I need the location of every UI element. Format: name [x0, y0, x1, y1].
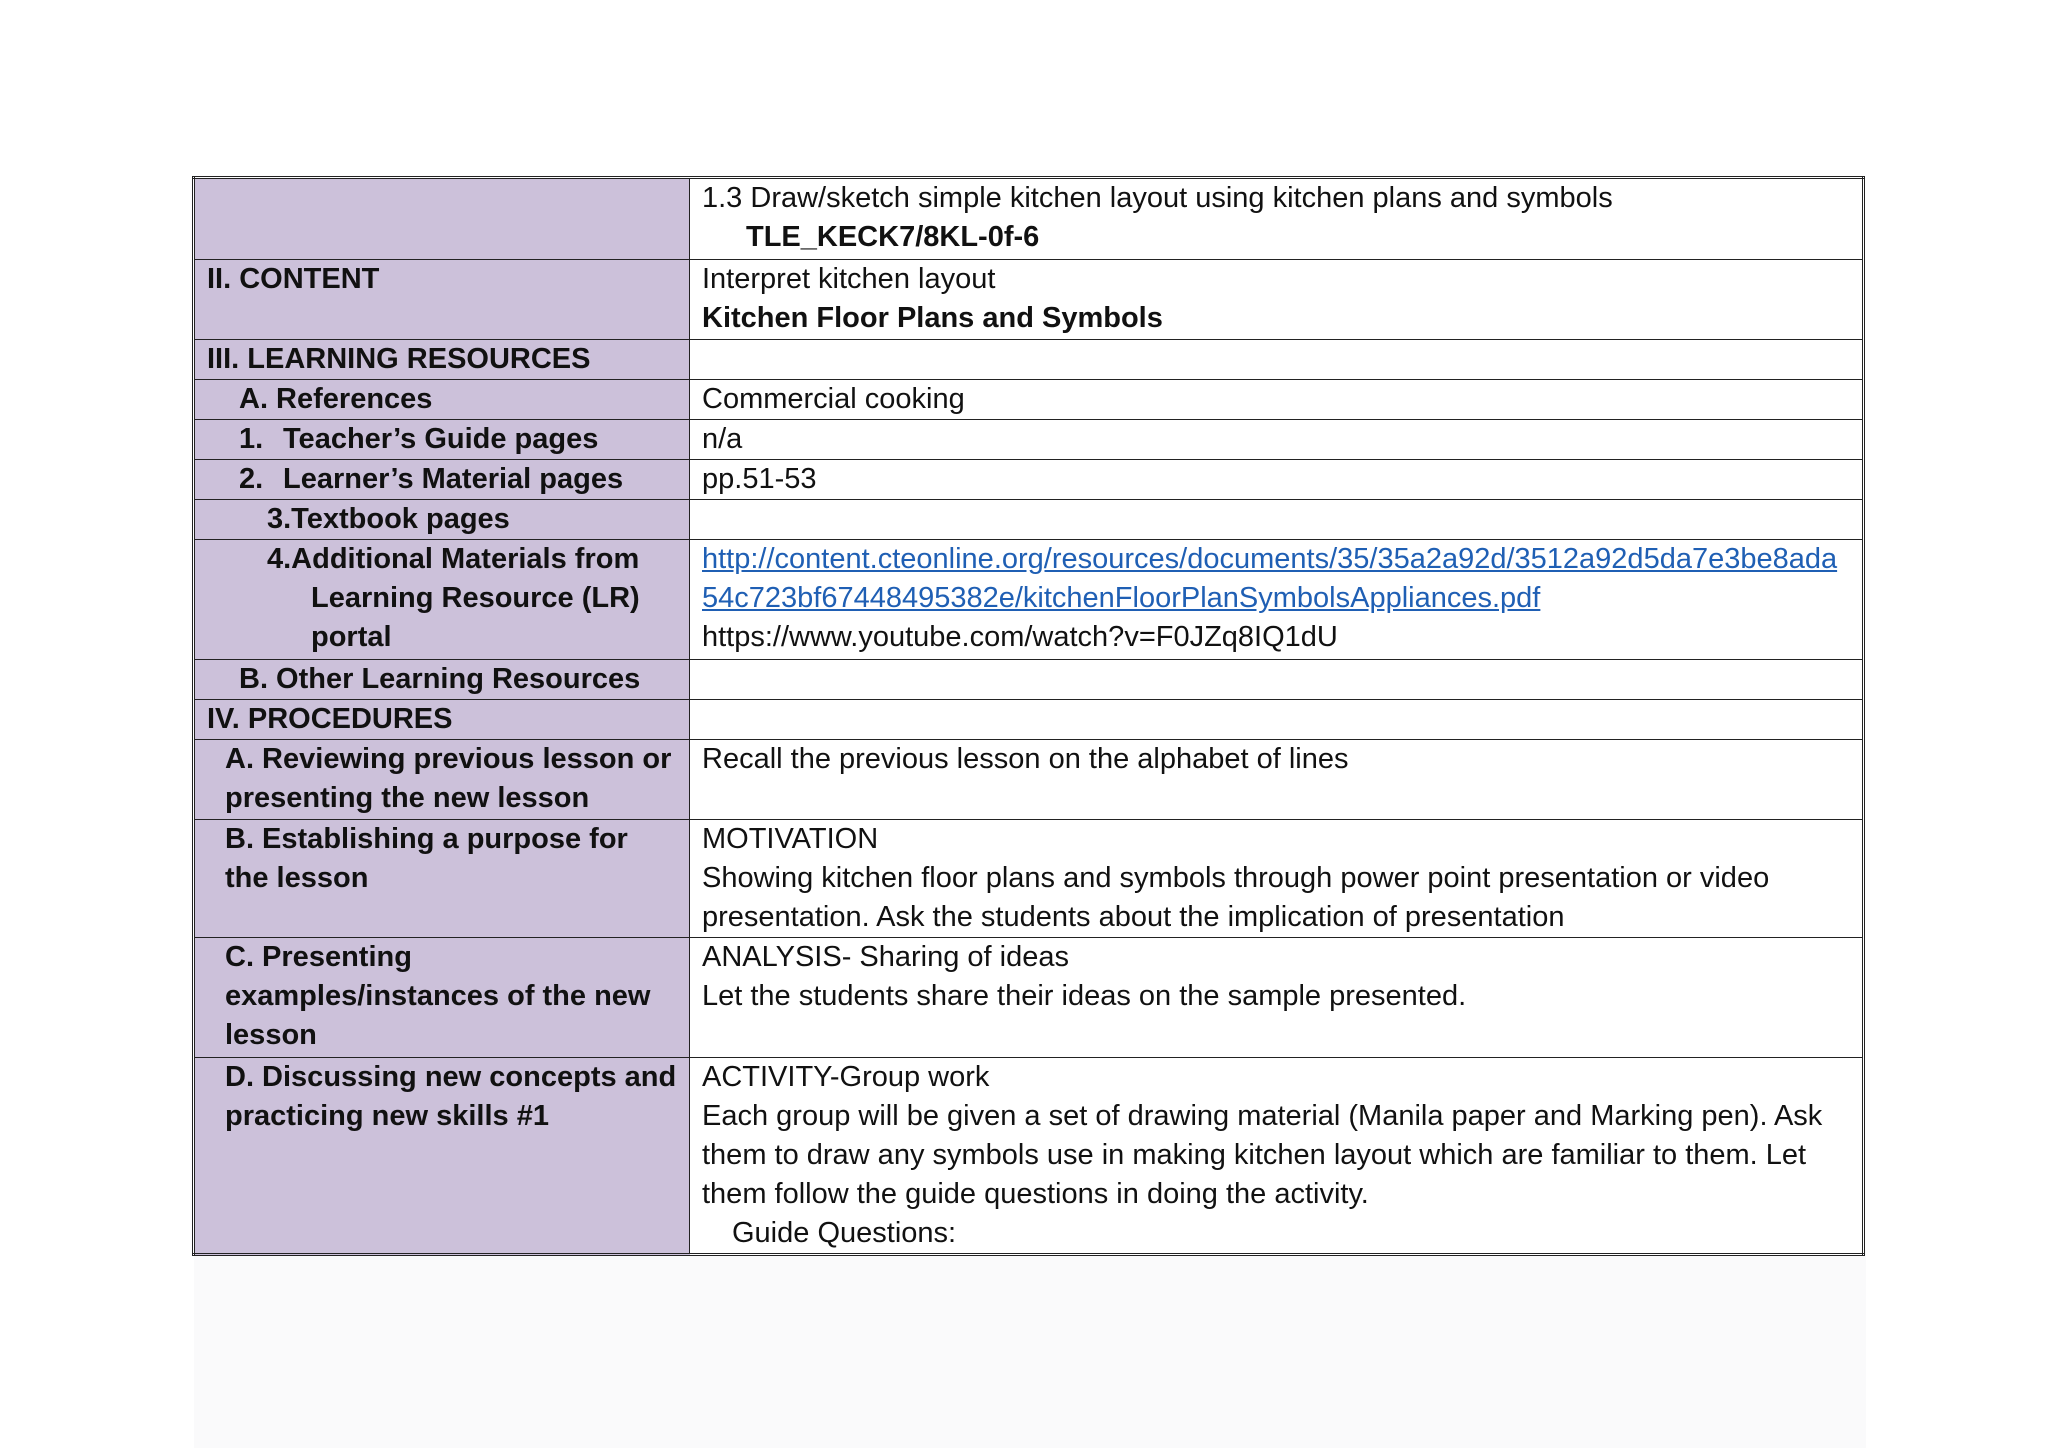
value-references: Commercial cooking [690, 380, 1864, 420]
table-row-competency [194, 178, 1864, 260]
value-establishing [690, 820, 1864, 938]
value-competency [690, 178, 1864, 260]
teachers-guide-label: Teacher’s Guide pages [283, 423, 599, 455]
label-other-resources: B. Other Learning Resources [194, 660, 690, 700]
label-procedures: IV. PROCEDURES [194, 700, 690, 740]
table-row-textbook [194, 500, 1864, 540]
label-reviewing: A. Reviewing previous lesson or presenting the new lesson [194, 740, 690, 820]
lesson-plan-table [192, 176, 1865, 1256]
value-discussing [690, 1058, 1864, 1255]
table-row-learning-resources [194, 340, 1864, 380]
table-row-establishing [194, 820, 1864, 938]
value-textbook [690, 500, 1864, 540]
learners-material-label: Learner’s Material pages [283, 463, 624, 495]
additional-materials-label-2: Learning Resource (LR) [311, 582, 640, 614]
additional-materials-label-3: portal [311, 621, 392, 653]
value-reviewing: Recall the previous lesson on the alphabet of lines [690, 740, 1864, 820]
kitchen-floor-plan-pdf-link[interactable]: http://content.cteonline.org/resources/documents/35/35a2a92d/3512a92d5da7e3be8ada54c723bf67448495382e/kitchenFloorPlanSymbolsAppliances.pdf [702, 543, 1838, 614]
value-learners-material: pp.51-53 [690, 460, 1864, 500]
discussing-text: Each group will be given a set of drawing material (Manila paper and Marking pen). Ask them to draw any symbols use in making kitchen layout which are familiar to them. Let them follow the guide questions in doing the activity. [702, 1100, 1823, 1210]
label-competency [194, 178, 690, 260]
value-learning-resources [690, 340, 1864, 380]
table-row-content [194, 260, 1864, 340]
value-teachers-guide: n/a [690, 420, 1864, 460]
value-procedures [690, 700, 1864, 740]
table-row-reviewing [194, 740, 1864, 820]
label-textbook: 3.Textbook pages [194, 500, 690, 540]
label-content: II. CONTENT [194, 260, 690, 340]
value-additional-materials [690, 540, 1864, 660]
table-row-other-resources [194, 660, 1864, 700]
discussing-heading: ACTIVITY-Group work [702, 1061, 990, 1093]
presenting-heading: ANALYSIS- Sharing of ideas [702, 941, 1069, 973]
teachers-guide-number: 1. [239, 423, 264, 455]
additional-materials-label-1: 4.Additional Materials from [267, 543, 640, 575]
label-learners-material [194, 460, 690, 500]
table-row-discussing [194, 1058, 1864, 1255]
label-establishing: B. Establishing a purpose for the lesson [194, 820, 690, 938]
label-teachers-guide [194, 420, 690, 460]
table-row-procedures [194, 700, 1864, 740]
content-topic: Interpret kitchen layout [702, 263, 996, 295]
youtube-url: https://www.youtube.com/watch?v=F0JZq8IQ1dU [702, 621, 1338, 653]
table-row-teachers-guide [194, 420, 1864, 460]
label-discussing: D. Discussing new concepts and practicing new skills #1 [194, 1058, 690, 1255]
table-row-references [194, 380, 1864, 420]
guide-questions-label: Guide Questions: [732, 1217, 957, 1249]
label-learning-resources: III. LEARNING RESOURCES [194, 340, 690, 380]
label-presenting: C. Presenting examples/instances of the new lesson [194, 938, 690, 1058]
table-row-presenting [194, 938, 1864, 1058]
value-content [690, 260, 1864, 340]
competency-code: TLE_KECK7/8KL-0f-6 [746, 221, 1040, 253]
competency-text: 1.3 Draw/sketch simple kitchen layout using kitchen plans and symbols [702, 182, 1613, 214]
establishing-heading: MOTIVATION [702, 823, 879, 855]
page-bottom-shade [194, 1250, 1866, 1448]
label-additional-materials [194, 540, 690, 660]
value-other-resources [690, 660, 1864, 700]
presenting-text: Let the students share their ideas on the sample presented. [702, 980, 1467, 1012]
value-presenting [690, 938, 1864, 1058]
table-row-learners-material [194, 460, 1864, 500]
content-title: Kitchen Floor Plans and Symbols [702, 302, 1163, 334]
learners-material-number: 2. [239, 463, 264, 495]
establishing-text: Showing kitchen floor plans and symbols through power point presentation or video presentation. Ask the students about the implication of presentation [702, 862, 1770, 933]
table-row-additional-materials [194, 540, 1864, 660]
label-references: A. References [194, 380, 690, 420]
